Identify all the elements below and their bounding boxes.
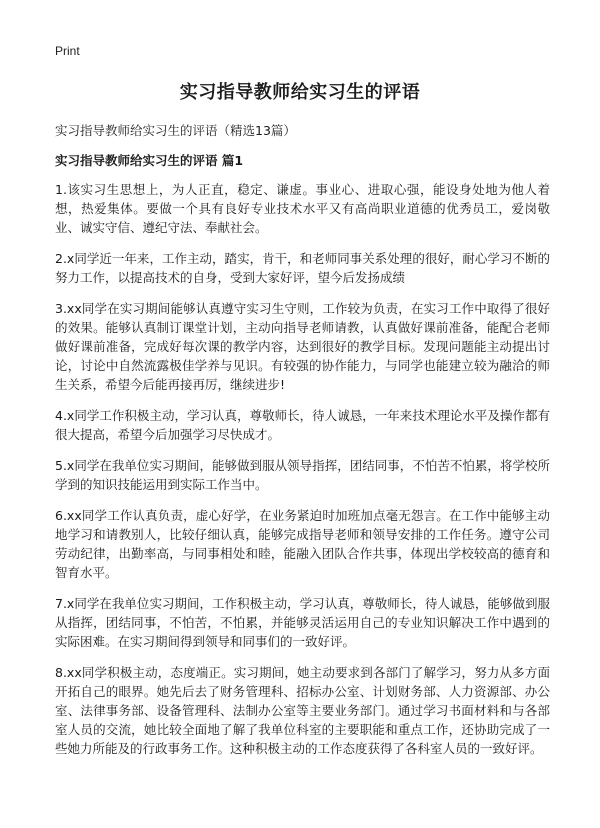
paragraph-6: 6.xx同学工作认真负责，虚心好学，在业务紧迫时加班加点毫无怨言。在工作中能够主动地学习和请教别人，比较仔细认真，能够完成指导老师和领导安排的工作任务。遵守公司劳动纪律，出勤率高，与同事相处和睦，能融入团队合作共事，体现出学校较高的德育和智育水平。	[55, 508, 550, 580]
paragraph-3: 3.xx同学在实习期间能够认真遵守实习生守则，工作较为负责，在实习工作中取得了很好的效果。能够认真制订课堂计划，主动向指导老师请教，认真做好课前准备，能配合老师做好课前准备，完成好每次课的教学内容，达到很好的教学目标。发现问题能主动提出讨论，讨论中自然流露极佳学养与见识。有较强的协作能力，与同学也能建立较为融洽的师生关系，希望今后能再接再厉，继续进步!	[55, 301, 550, 392]
page-title: 实习指导教师给实习生的评语	[179, 82, 421, 103]
paragraph-8: 8.xx同学积极主动，态度端正。实习期间，她主动要求到各部门了解学习，努力从多方面开拓自己的眼界。她先后去了财务管理科、招标办公室、计划财务部、人力资源部、办公室、法律事务部、设备管理科、法制办公室等主要业务部门。通过学习书面材料和与各部室人员的交流，她比较全面地了解了我单位科室的主要职能和重点工作，还协助完成了一些她力所能及的行政事务工作。这种积极主动的工作态度获得了各科室人员的一致好评。	[55, 665, 550, 756]
paragraph-7: 7.x同学在我单位实习期间，工作积极主动，学习认真，尊敬师长，待人诚恳，能够做到服从指挥，团结同事，不怕苦，不怕累，并能够灵活运用自己的专业知识解决工作中遇到的实际困难。在实习期间得到领导和同事们的一致好评。	[55, 596, 550, 649]
print-link[interactable]: Print	[55, 44, 80, 58]
paragraph-2: 2.x同学近一年来，工作主动，踏实，肯干，和老师同事关系处理的很好，耐心学习不断的努力工作，以提高技术的自身，受到大家好评，望今后发扬成绩	[55, 251, 550, 285]
document-body	[55, 180, 550, 770]
paragraph-5: 5.x同学在我单位实习期间，能够做到服从领导指挥，团结同事，不怕苦不怕累，将学校所学到的知识技能运用到实际工作当中。	[55, 458, 550, 492]
document-subtitle: 实习指导教师给实习生的评语（精选13篇）	[55, 123, 296, 138]
paragraph-1: 1.该实习生思想上，为人正直，稳定、谦虚。事业心、进取心强，能设身处地为他人着想，热爱集体。要做一个具有良好专业技术水平又有高尚职业道德的优秀员工，爱岗敬业、诚实守信、遵纪守法、奉献社会。	[55, 182, 550, 235]
section-heading: 实习指导教师给实习生的评语 篇1	[55, 153, 244, 168]
paragraph-4: 4.x同学工作积极主动，学习认真，尊敬师长，待人诚恳，一年来技术理论水平及操作都有很大提高，希望今后加强学习尽快成才。	[55, 408, 550, 442]
